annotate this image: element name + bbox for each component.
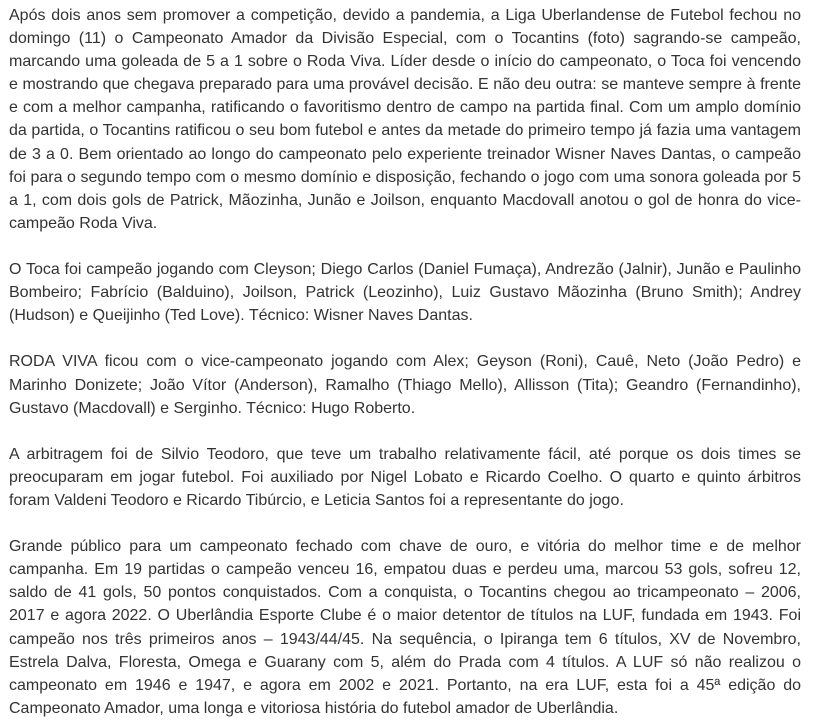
paragraph-match-report: Após dois anos sem promover a competição, devido a pandemia, a Liga Uberlandense de Futebol fechou no domingo (11) o Campeonato Amador da Divisão Especial, com o Tocantins (foto) sagrando-se campeão, marcando uma goleada de 5 a 1 sobre o Roda Viva. Líder desde o início do campeonato, o Toca foi vencendo e mostrando que chegava preparado para uma provável decisão. E não deu outra: se manteve sempre à frente e com a melhor campanha, ratificando o favoritismo dentro de campo na partida final. Com um amplo domínio da partida, o Tocantins ratificou o seu bom futebol e antes da metade do primeiro tempo já fazia uma vantagem de 3 a 0. Bem orientado ao longo do campeonato pelo experiente treinador Wisner Naves Dantas, o campeão foi para o segundo tempo com o mesmo domínio e disposição, fechando o jogo com uma sonora goleada por 5 a 1, com dois gols de Patrick, Mãozinha, Junão e Joilson, enquanto Macdovall anotou o gol de honra do vice-campeão Roda Viva. [9,7,801,232]
paragraph-history: Grande público para um campeonato fechado com chave de ouro, e vitória do melhor time e de melhor campanha. Em 19 partidas o campeão venceu 16, empatou duas e perdeu uma, marcou 53 gols, sofreu 12, saldo de 41 gols, 50 pontos conquistados. Com a conquista, o Tocantins chegou ao tricampeonato – 2006, 2017 e agora 2022. O Uberlândia Esporte Clube é o maior detentor de títulos na LUF, fundada em 1943. Foi campeão nos três primeiros anos – 1943/44/45. Na sequência, o Ipiranga tem 6 títulos, XV de Novembro, Estrela Dalva, Floresta, Omega e Guarany com 5, além do Prada com 4 títulos. A LUF só não realizou o campeonato em 1946 e 1947, e agora em 2002 e 2021. Portanto, na era LUF, esta foi a 45ª edição do Campeonato Amador, uma longa e vitoriosa história do futebol amador de Uberlândia. [9,538,801,717]
paragraph-tocantins-lineup: O Toca foi campeão jogando com Cleyson; Diego Carlos (Daniel Fumaça), Andrezão (Jalnir), Junão e Paulinho Bombeiro; Fabrício (Balduino), Joilson, Patrick (Leozinho), Luiz Gustavo Mãozinha (Bruno Smith); Andrey (Hudson) e Queijinho (Ted Love). Técnico: Wisner Naves Dantas. [9,261,801,325]
paragraph-roda-viva-lineup: RODA VIVA ficou com o vice-campeonato jogando com Alex; Geyson (Roni), Cauê, Neto (João Pedro) e Marinho Donizete; João Vítor (Anderson), Ramalho (Thiago Mello), Allisson (Tita); Geandro (Fernandinho), Gustavo (Macdovall) e Serginho. Técnico: Hugo Roberto. [9,353,801,417]
paragraph-referees: A arbitragem foi de Silvio Teodoro, que teve um trabalho relativamente fácil, até porque os dois times se preocuparam em jogar futebol. Foi auxiliado por Nigel Lobato e Ricardo Coelho. O quarto e quinto árbitros foram Valdeni Teodoro e Ricardo Tibúrcio, e Leticia Santos foi a representante do jogo. [9,445,801,509]
